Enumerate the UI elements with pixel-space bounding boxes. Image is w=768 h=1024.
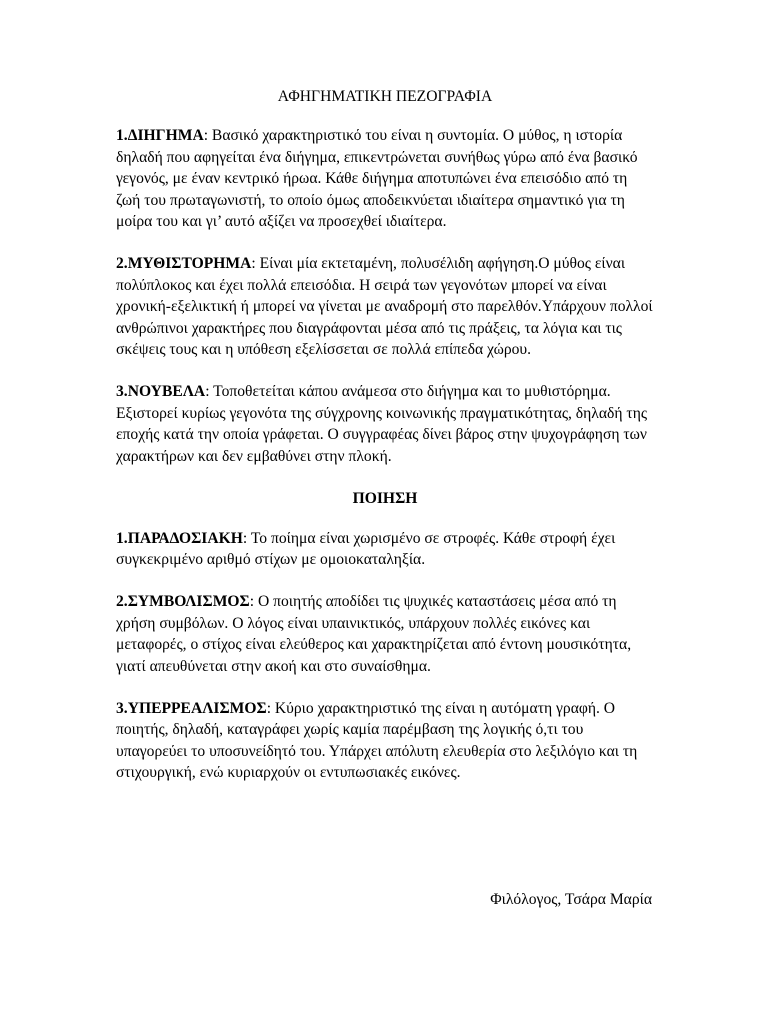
section-text: : Είναι μία εκτεταμένη, πολυσέλιδη αφήγηση.Ο μύθος είναι πολύπλοκος και έχει πολλά επεισόδια. Η σειρά των γεγονότων μπορεί να είναι χρονική-εξελικτική ή μπορεί να γίνεται με αναδρομή στο παρελθόν.Υπάρχουν πολλοί ανθρώπινοι χαρακτήρες που διαγράφονται μέσα από τις πράξεις, τα λόγια και τις σκέψεις τους και η υπόθεση εξελίσσεται σε πολλά επίπεδα χώρου. <box>116 255 653 359</box>
section-text: : Τοποθετείται κάπου ανάμεσα στο διήγημα και το μυθιστόρημα. Εξιστορεί κυρίως γεγονότα της σύγχρονης κοινωνικής πραγματικότητας, δηλαδή της εποχής κατά την οποία γράφεται. Ο συγγραφέας δίνει βάρος στην ψυχογράφηση των χαρακτήρων και δεν εμβαθύνει στην πλοκή. <box>116 383 648 465</box>
section-nouvela <box>116 381 654 467</box>
author-signature: Φιλόλογος, Τσάρα Μαρία <box>490 891 652 908</box>
section-diigima <box>116 125 654 232</box>
document-body <box>116 86 654 805</box>
section-symvolismos <box>116 591 654 677</box>
section-yperrealismos <box>116 698 654 784</box>
section-text: : Κύριο χαρακτηριστικό της είναι η αυτόματη γραφή. Ο ποιητής, δηλαδή, καταγράφει χωρίς καμία παρέμβαση της λογικής ό,τι του υπαγορεύει το υποσυνείδητό του. Υπάρχει απόλυτη ελευθερία στο λεξιλόγιο και τη στιχουργική, ενώ κυριαρχούν οι εντυπωσιακές εικόνες. <box>116 699 638 782</box>
section-term: 3.ΝΟΥΒΕΛΑ <box>116 383 206 401</box>
section-text: : Το ποίημα είναι χωρισμένο σε στροφές. Κάθε στροφή έχει συγκεκριμένο αριθμό στίχων με ομοιοκαταληξία. <box>116 529 616 568</box>
section-term: 1.ΠΑΡΑΔΟΣΙΑΚΗ <box>116 529 243 547</box>
section-mythistorima <box>116 253 654 360</box>
prose-heading: ΑΦΗΓΗΜΑΤΙΚΗ ΠΕΖΟΓΡΑΦΙΑ <box>277 88 493 105</box>
poetry-heading: ΠΟΙΗΣΗ <box>352 490 418 508</box>
section-term: 2.ΣΥΜΒΟΛΙΣΜΟΣ <box>116 593 250 611</box>
section-text: : Βασικό χαρακτηριστικό του είναι η συντομία. Ο μύθος, η ιστορία δηλαδή που αφηγείται ένα διήγημα, επικεντρώνεται συνήθως γύρω από ένα βασικό γεγονός, με έναν κεντρικό ήρωα. Κάθε διήγημα αποτυπώνει ένα επεισόδιο από τη ζωή του πρωταγωνιστή, το οποίο όμως αποδεικνύεται ιδιαίτερα σημαντικό για τη μοίρα του και γι’ αυτό αξίζει να προσεχθεί ιδιαίτερα. <box>116 127 638 231</box>
section-paradosiaki <box>116 528 654 571</box>
section-term: 1.ΔΙΗΓΗΜΑ <box>116 127 204 145</box>
section-text: : Ο ποιητής αποδίδει τις ψυχικές καταστάσεις μέσα από τη χρήση συμβόλων. Ο λόγος είναι υπαινικτικός, υπάρχουν πολλές εικόνες και μεταφορές, ο στίχος είναι ελεύθερος και χαρακτηρίζεται από έντονη μουσικότητα, γιατί απευθύνεται στην ακοή και στο συναίσθημα. <box>116 593 632 675</box>
section-term: 2.ΜΥΘΙΣΤΟΡΗΜΑ <box>116 255 252 273</box>
section-term: 3.ΥΠΕΡΡΕΑΛΙΣΜΟΣ <box>116 699 267 717</box>
